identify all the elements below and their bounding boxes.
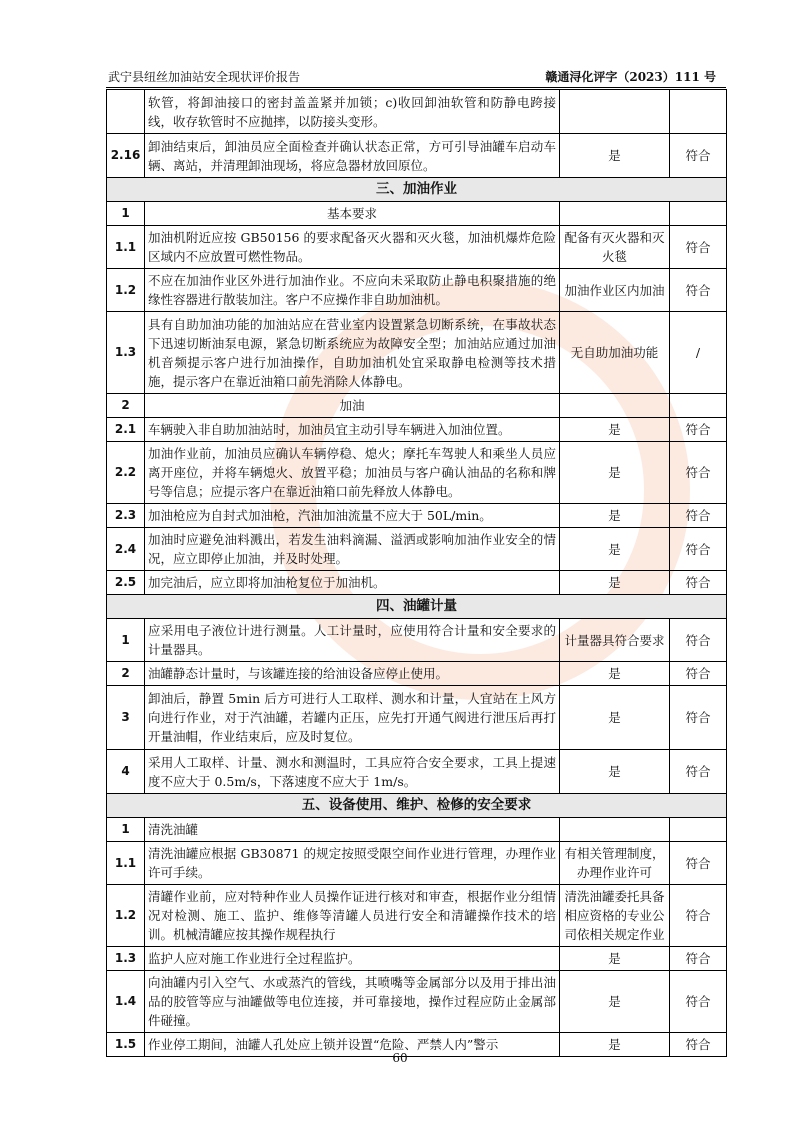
page-number: 60 [392,1051,408,1065]
compliance-result: 符合 [670,1033,727,1057]
table-row [107,571,727,595]
section-header-row [107,794,727,818]
section-title: 五、设备使用、维护、检修的安全要求 [107,794,727,818]
requirement-text: 清罐作业前，应对特种作业人员操作证进行核对和审查，根据作业分组情况对检测、施工、监护、维修等清罐人员进行安全和清罐操作技术的培训。机械清罐应按其操作规程执行 [145,885,560,947]
table-row [107,312,727,394]
requirement-text: 作业停工期间，油罐人孔处应上锁并设置“危险、严禁人内”警示 [145,1033,560,1057]
section-header-row [107,595,727,619]
header-report-number: 赣通浔化评字（2023）111 号 [545,70,716,84]
section-title: 三、加油作业 [107,178,727,202]
table-row [107,226,727,269]
actual-status: 有相关管理制度，办理作业许可 [560,842,670,885]
compliance-result: / [670,312,727,394]
item-number [107,90,145,134]
subsection-title: 基本要求 [145,202,560,226]
item-number: 1.2 [107,269,145,312]
table-row [107,662,727,686]
requirement-text: 具有自助加油功能的加油站应在营业室内设置紧急切断系统，在事故状态下迅速切断油泵电源，紧急切断系统应为故障安全型；加油站应通过加油机音频提示客户进行加油操作，自助加油机处宜采取静电检测等技术措施，提示客户在靠近油箱口前先消除人体静电。 [145,312,560,394]
compliance-result: 符合 [670,418,727,442]
item-number: 1.4 [107,971,145,1033]
requirement-text: 监护人应对施工作业进行全过程监护。 [145,947,560,971]
item-number: 1 [107,818,145,842]
table-row [107,269,727,312]
requirement-text: 向油罐内引入空气、水或蒸汽的管线，其喷嘴等金属部分以及用于排出油品的胶管等应与油罐做等电位连接，并可靠接地，操作过程应防止金属部件碰撞。 [145,971,560,1033]
table-row [107,418,727,442]
requirement-text: 卸油结束后，卸油员应全面检查并确认状态正常，方可引导油罐车启动车辆、离站，并清理卸油现场，将应急器材放回原位。 [145,134,560,178]
compliance-result: 符合 [670,971,727,1033]
table-row [107,619,727,662]
compliance-result: 符合 [670,226,727,269]
result-cell [670,818,727,842]
actual-status [560,90,670,134]
item-number: 1.3 [107,947,145,971]
actual-status: 是 [560,442,670,504]
safety-checklist-table [106,89,727,1057]
item-number: 2.4 [107,528,145,571]
item-number: 2.3 [107,504,145,528]
status-cell [560,818,670,842]
table-row [107,504,727,528]
subsection-row [107,394,727,418]
actual-status: 是 [560,418,670,442]
item-number: 2 [107,394,145,418]
compliance-result: 符合 [670,571,727,595]
item-number: 2.1 [107,418,145,442]
requirement-text: 加完油后，应立即将加油枪复位于加油机。 [145,571,560,595]
actual-status: 是 [560,971,670,1033]
table-row [107,971,727,1033]
result-cell [670,394,727,418]
subsection-row [107,202,727,226]
compliance-result: 符合 [670,947,727,971]
item-number: 2 [107,662,145,686]
actual-status: 是 [560,1033,670,1057]
item-number: 1 [107,619,145,662]
requirement-text: 加油作业前，加油员应确认车辆停稳、熄火；摩托车驾驶人和乘坐人员应离开座位，并将车辆熄火、放置平稳；加油员与客户确认油品的名称和牌号等信息；应提示客户在靠近油箱口前先释放人体静电。 [145,442,560,504]
item-number: 2.16 [107,134,145,178]
compliance-result [670,90,727,134]
requirement-text: 车辆驶入非自助加油站时，加油员宜主动引导车辆进入加油位置。 [145,418,560,442]
actual-status: 是 [560,947,670,971]
item-number: 2.2 [107,442,145,504]
table-row [107,528,727,571]
table-row [107,90,727,134]
item-number: 1.5 [107,1033,145,1057]
header-divider [106,87,726,88]
item-number: 1.1 [107,226,145,269]
item-number: 1.1 [107,842,145,885]
status-cell [560,202,670,226]
actual-status: 加油作业区内加油 [560,269,670,312]
item-number: 2.5 [107,571,145,595]
table-row [107,750,727,794]
actual-status: 配备有灭火器和灭火毯 [560,226,670,269]
requirement-text: 清洗油罐应根据 GB30871 的规定按照受限空间作业进行管理，办理作业许可手续。 [145,842,560,885]
table-row [107,686,727,750]
compliance-result: 符合 [670,885,727,947]
requirement-text: 软管，将卸油接口的密封盖盖紧并加锁；c)收回卸油软管和防静电跨接线，收存软管时不应抛摔，以防接头变形。 [145,90,560,134]
item-number: 4 [107,750,145,794]
requirement-text: 卸油后，静置 5min 后方可进行人工取样、测水和计量，人宜站在上风方向进行作业，对于汽油罐，若罐内正压，应先打开通气阀进行泄压后再打开量油帽，作业结束后，应及时复位。 [145,686,560,750]
actual-status: 是 [560,528,670,571]
section-header-row [107,178,727,202]
header-report-title: 武宁县纽丝加油站安全现状评价报告 [108,70,301,84]
actual-status: 是 [560,662,670,686]
actual-status: 是 [560,571,670,595]
compliance-result: 符合 [670,686,727,750]
compliance-result: 符合 [670,750,727,794]
section-title: 四、油罐计量 [107,595,727,619]
result-cell [670,202,727,226]
compliance-result: 符合 [670,442,727,504]
item-number: 1 [107,202,145,226]
requirement-text: 加油时应避免油料溅出，若发生油料滴漏、溢洒或影响加油作业安全的情况，应立即停止加油，并及时处理。 [145,528,560,571]
item-number: 1.3 [107,312,145,394]
compliance-result: 符合 [670,504,727,528]
subsection-title: 加油 [145,394,560,418]
actual-status: 清洗油罐委托具备相应资格的专业公司依相关规定作业 [560,885,670,947]
compliance-result: 符合 [670,269,727,312]
requirement-text: 加油枪应为自封式加油枪，汽油加油流量不应大于 50L/min。 [145,504,560,528]
status-cell [560,394,670,418]
compliance-result: 符合 [670,134,727,178]
compliance-result: 符合 [670,619,727,662]
actual-status: 计量器具符合要求 [560,619,670,662]
table-row [107,885,727,947]
requirement-text: 不应在加油作业区外进行加油作业。不应向未采取防止静电积聚措施的绝缘性容器进行散装加注。客户不应操作非自助加油机。 [145,269,560,312]
requirement-text: 采用人工取样、计量、测水和测温时，工具应符合安全要求，工具上提速度不应大于 0.5m/s，下落速度不应大于 1m/s。 [145,750,560,794]
actual-status: 无自助加油功能 [560,312,670,394]
requirement-text: 应采用电子液位计进行测量。人工计量时，应使用符合计量和安全要求的计量器具。 [145,619,560,662]
compliance-result: 符合 [670,528,727,571]
actual-status: 是 [560,504,670,528]
subsection-title: 清洗油罐 [145,818,560,842]
requirement-text: 加油机附近应按 GB50156 的要求配备灭火器和灭火毯，加油机爆炸危险区域内不应放置可燃性物品。 [145,226,560,269]
table-row [107,947,727,971]
actual-status: 是 [560,686,670,750]
actual-status: 是 [560,134,670,178]
table-row [107,442,727,504]
compliance-result: 符合 [670,662,727,686]
requirement-text: 油罐静态计量时，与该罐连接的给油设备应停止使用。 [145,662,560,686]
item-number: 3 [107,686,145,750]
item-number: 1.2 [107,885,145,947]
subsection-row [107,818,727,842]
table-row [107,134,727,178]
actual-status: 是 [560,750,670,794]
compliance-result: 符合 [670,842,727,885]
table-row [107,842,727,885]
